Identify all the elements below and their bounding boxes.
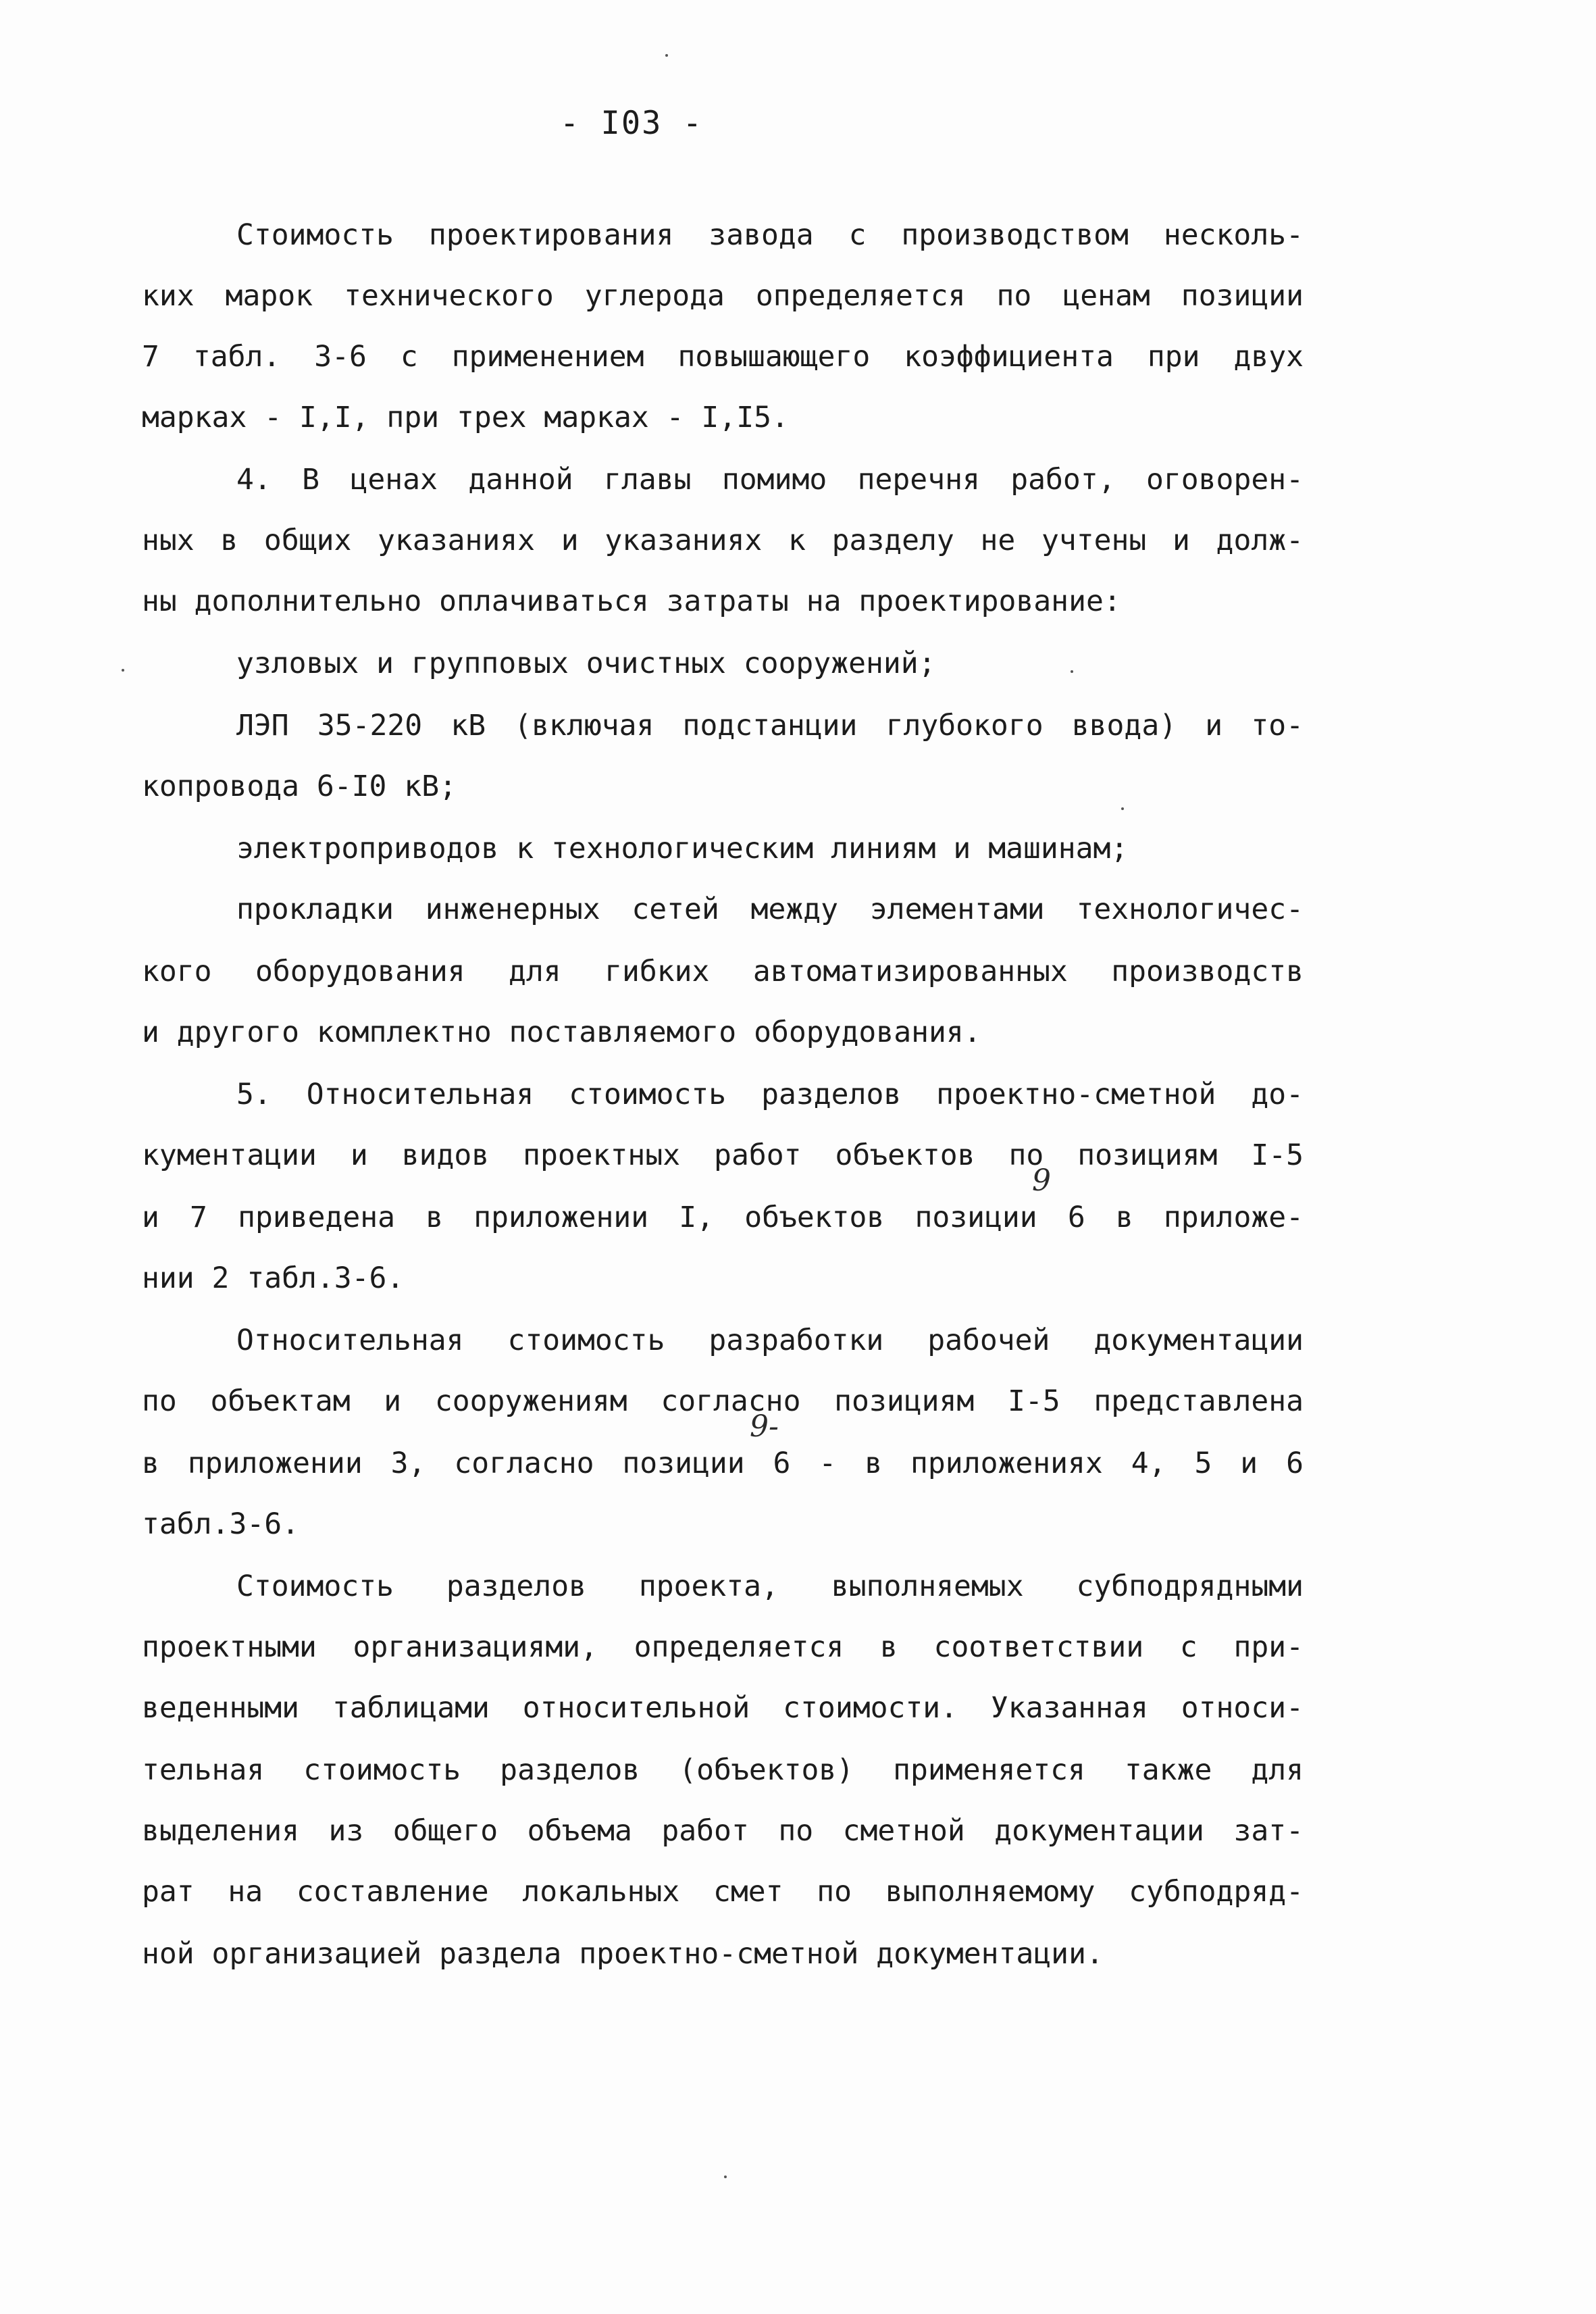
handwritten-correction: 9: [1032, 1163, 1051, 1198]
handwritten-correction: 9-: [750, 1409, 779, 1444]
list-item: прокладки инженерных сетей между элементами технологичес-: [236, 892, 1304, 926]
text-line: 7 табл. 3-6 с применением повышающего коэффициента при двух: [142, 340, 1304, 374]
list-item: электроприводов к технологическим линиям и машинам;: [236, 832, 1129, 865]
text-line: по объектам и сооружениям согласно позициям I-5 представлена: [142, 1384, 1304, 1418]
scan-speck: [665, 54, 668, 57]
text-line: и 7 приведена в приложении I, объектов позиции 6 в приложе-: [142, 1201, 1304, 1234]
list-item: кого оборудования для гибких автоматизированных производств: [142, 955, 1304, 988]
scan-speck: [724, 2175, 727, 2178]
page-number: - I03 -: [559, 105, 704, 142]
list-item: копровода 6-I0 кВ;: [142, 770, 457, 803]
text-line: табл.3-6.: [142, 1507, 299, 1541]
text-line: проектными организациями, определяется в соответствии с при-: [142, 1630, 1304, 1664]
text-line: марках - I,I, при трех марках - I,I5.: [142, 401, 789, 434]
list-item: узловых и групповых очистных сооружений;: [236, 647, 936, 680]
text-line: 5. Относительная стоимость разделов проектно-сметной до-: [236, 1078, 1304, 1111]
text-line: Относительная стоимость разработки рабочей документации: [236, 1324, 1304, 1357]
text-line: ких марок технического углерода определяется по ценам позиции: [142, 279, 1304, 313]
text-line: Стоимость проектирования завода с производством несколь-: [236, 218, 1304, 252]
text-line: Стоимость разделов проекта, выполняемых субподрядными: [236, 1569, 1304, 1603]
text-line: ной организацией раздела проектно-сметной документации.: [142, 1937, 1104, 1971]
scan-speck: [122, 669, 124, 672]
text-line: 4. В ценах данной главы помимо перечня работ, оговорен-: [236, 463, 1304, 497]
text-line: в приложении 3, согласно позиции 6 - в приложениях 4, 5 и 6: [142, 1447, 1304, 1480]
list-item: ЛЭП 35-220 кВ (включая подстанции глубокого ввода) и то-: [236, 709, 1304, 743]
text-line: тельная стоимость разделов (объектов) применяется также для: [142, 1753, 1304, 1787]
scan-speck: [1071, 670, 1073, 673]
text-line: веденными таблицами относительной стоимости. Указанная относи-: [142, 1691, 1304, 1725]
text-line: кументации и видов проектных работ объектов по позициям I-5: [142, 1138, 1304, 1172]
list-item: и другого комплектно поставляемого оборудования.: [142, 1015, 981, 1049]
text-line: ны дополнительно оплачиваться затраты на проектирование:: [142, 584, 1121, 618]
text-line: выделения из общего объема работ по сметной документации зат-: [142, 1814, 1304, 1848]
text-line: ных в общих указаниях и указаниях к разделу не учтены и долж-: [142, 524, 1304, 557]
text-line: нии 2 табл.3-6.: [142, 1261, 405, 1295]
text-line: рат на составление локальных смет по выполняемому субподряд-: [142, 1875, 1304, 1909]
scan-speck: [1121, 807, 1124, 810]
